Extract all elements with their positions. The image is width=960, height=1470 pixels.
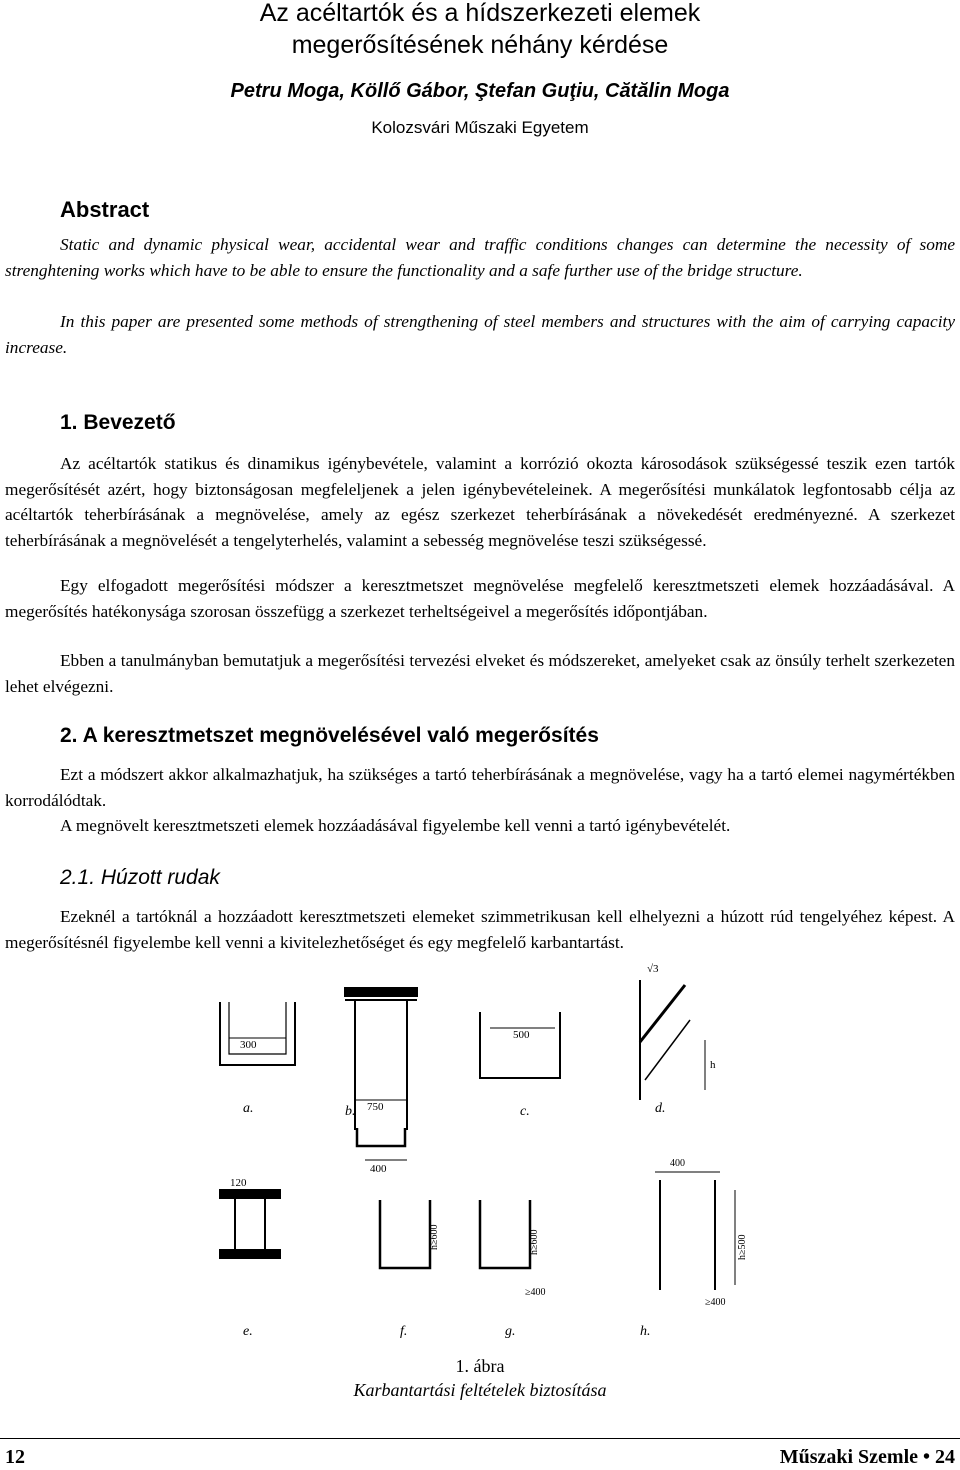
dim-d-h: h	[710, 1059, 716, 1071]
section-2-heading: 2. A keresztmetszet megnövelésével való megerősítés	[60, 724, 599, 747]
section-1-paragraph-1	[5, 451, 955, 553]
dim-g-400: ≥400	[525, 1287, 546, 1298]
dim-g-h: h≥600	[529, 1229, 540, 1255]
abstract-paragraph-1	[5, 232, 955, 283]
section-1-paragraph-2	[5, 573, 955, 624]
sketch-d	[640, 963, 716, 1116]
section-1-heading: 1. Bevezető	[60, 411, 176, 434]
sketch-e	[220, 1177, 280, 1339]
sketch-b	[345, 988, 417, 1175]
dim-b-750: 750	[367, 1101, 384, 1113]
section-2-paragraph-1	[5, 762, 955, 813]
abstract-heading: Abstract	[60, 197, 150, 222]
title-line-2: megerősítésének néhány kérdése	[291, 31, 669, 59]
section-1-paragraph-3	[5, 648, 955, 699]
section-2-1-heading: 2.1. Húzott rudak	[60, 866, 220, 889]
dim-h-h: h≥500	[737, 1234, 748, 1260]
dim-h-top: 400	[670, 1158, 685, 1169]
s2-p1-text: Ezt a módszert akkor alkalmazhatjuk, ha szükséges a tartó teherbírásának a megnövelése, vagy ha a tartó elemei nagymértékben korrodálódtak.	[5, 765, 955, 810]
s1-p1-text: Az acéltartók statikus és dinamikus igénybevétele, valamint a korrózió okozta károsodások szükségessé teszik ezen tartók megerősítését azért, hogy biztonságosan megfeleljenek a jelen igénybevételeinek. A megerősítési munkálatok legfontosabb célja az acéltartók teherbírásának a megnövelése, amely az egész szerkezet teherbírásának a növekedését eredményezné. A szerkezet teherbírásának a megnövelését a tengelyterhelés, valamint a sebesség megnövelése teszi szükségessé.	[5, 454, 955, 550]
section-2-1-paragraph-1	[5, 904, 955, 955]
s1-p3-text: Ebben a tanulmányban bemutatjuk a megerősítési tervezési elveket és módszereket, amelyeket csak az önsúly terhelt szerkezeten lehet elvégezni.	[5, 651, 955, 696]
label-g: g.	[505, 1324, 516, 1339]
page-number: 12	[5, 1446, 25, 1468]
sketch-c	[480, 1012, 560, 1119]
dim-c-500: 500	[513, 1029, 530, 1041]
s2-p2-text: A megnövelt keresztmetszeti elemek hozzáadásával figyelembe kell venni a tartó igénybevételét.	[60, 816, 731, 835]
abstract-paragraph-2	[5, 309, 955, 360]
dim-e-120: 120	[230, 1177, 247, 1189]
journal-name: Műszaki Szemle • 24	[779, 1446, 955, 1468]
label-d: d.	[655, 1101, 666, 1116]
paper-title	[0, 0, 960, 61]
sketch-f	[380, 1200, 440, 1339]
dim-a-300: 300	[240, 1039, 257, 1051]
label-e: e.	[243, 1324, 253, 1339]
label-b: b.	[345, 1104, 356, 1119]
abstract-p1-text: Static and dynamic physical wear, accidental wear and traffic conditions changes can determine the necessity of some strenghtening works which have to be able to ensure the functionality and a safe further use of the bridge structure.	[5, 235, 955, 280]
s21-p1-text: Ezeknél a tartóknál a hozzáadott keresztmetszeti elemeket szimmetrikusan kell elhelyezni a húzott rúd tengelyéhez képest. A megerősítésnél figyelembe kell venni a kivitelezhetőséget és egy megfelelő karbantartást.	[5, 907, 955, 952]
label-a: a.	[243, 1101, 254, 1116]
dim-b-400: 400	[370, 1163, 387, 1175]
label-f: f.	[400, 1324, 408, 1339]
title-line-1: Az acéltartók és a hídszerkezeti elemek	[259, 0, 701, 27]
sketch-g	[480, 1200, 546, 1339]
figure-caption: Karbantartási feltételek biztosítása	[353, 1380, 607, 1400]
section-2-paragraph-2	[5, 813, 955, 839]
affiliation: Kolozsvári Műszaki Egyetem	[371, 118, 589, 137]
dim-f-h: h≥600	[429, 1224, 440, 1250]
s1-p2-text: Egy elfogadott megerősítési módszer a keresztmetszet megnövelése megfelelő keresztmetszeti elemek hozzáadásával. A megerősítés hatékonysága szorosan összefügg a szerkezet terheltségeivel a megerősítés időpontjában.	[5, 576, 955, 621]
label-c: c.	[520, 1104, 530, 1119]
authors: Petru Moga, Köllő Gábor, Ştefan Guţiu, Cătălin Moga	[230, 80, 730, 102]
dim-h-400: ≥400	[705, 1297, 726, 1308]
abstract-p2-text: In this paper are presented some methods of strengthening of steel members and structures with the aim of carrying capacity increase.	[5, 312, 955, 357]
footer-rule	[0, 1438, 960, 1439]
label-h: h.	[640, 1324, 651, 1339]
figure-1	[215, 950, 755, 1340]
figure-drawing	[215, 950, 755, 1340]
dim-d-sqrt3: √3	[647, 963, 659, 975]
sketch-a	[220, 1002, 295, 1116]
sketch-h	[640, 1158, 748, 1339]
figure-number: 1. ábra	[455, 1356, 505, 1376]
